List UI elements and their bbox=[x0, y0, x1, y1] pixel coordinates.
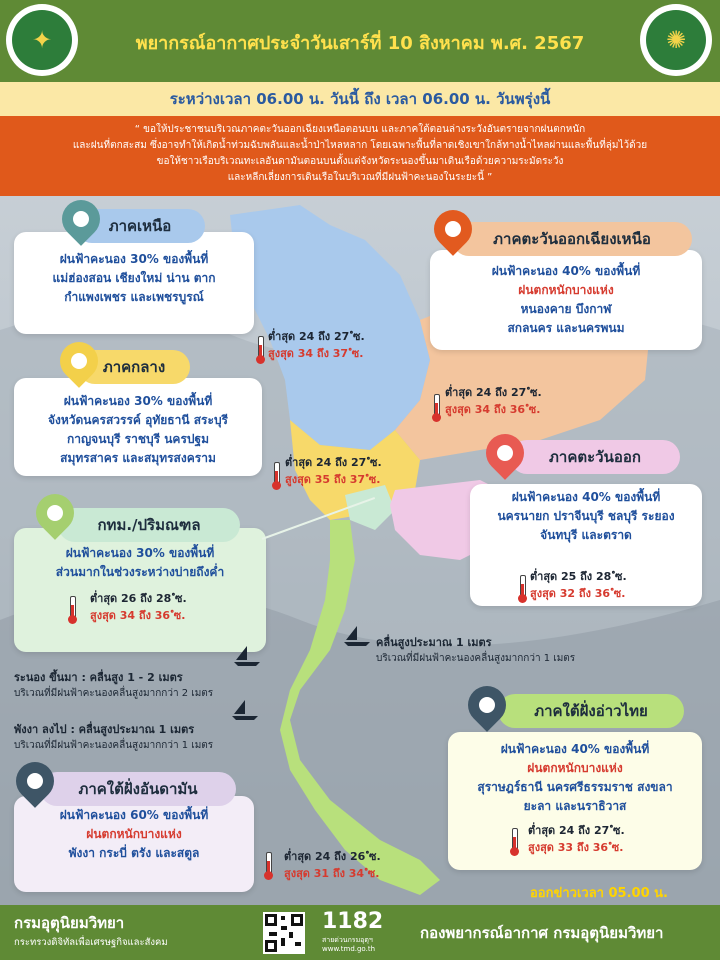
south-andaman-temps bbox=[284, 848, 381, 882]
south-gulf-area: ยะลา และนราธิวาส bbox=[523, 799, 627, 813]
east-min: ต่ำสุด 25 ถึง 28 ํซ. bbox=[530, 570, 627, 583]
northeast-heavy: ฝนตกหนักบางแห่ง bbox=[518, 283, 614, 297]
northeast-rain: ฝนฟ้าคะนอง 40% ของพื้นที่ bbox=[491, 264, 641, 278]
east-area: จันทบุรี และตราด bbox=[540, 528, 632, 542]
wave-phangnga-sub: บริเวณที่มีฝนฟ้าคะนองคลื่นสูงมากกว่า 1 เมตร bbox=[14, 740, 214, 751]
wave-ranong bbox=[14, 668, 213, 701]
deity-emblem-icon: ✺ bbox=[646, 10, 706, 70]
central-min: ต่ำสุด 24 ถึง 27 ํซ. bbox=[285, 456, 382, 469]
qr-code-icon[interactable] bbox=[263, 912, 305, 954]
warning-banner bbox=[0, 116, 720, 196]
wave-phangnga-head: พังงา ลงไป : คลื่นสูงประมาณ 1 เมตร bbox=[14, 723, 195, 736]
south-andaman-min: ต่ำสุด 24 ถึง 26 ํซ. bbox=[284, 850, 381, 863]
east-rain: ฝนฟ้าคะนอง 40% ของพื้นที่ bbox=[511, 490, 661, 504]
wave-ranong-sub: บริเวณที่มีฝนฟ้าคะนองคลื่นสูงมากกว่า 2 เมตร bbox=[14, 688, 214, 699]
thermometer-icon bbox=[256, 336, 264, 364]
emblem-icon: ✦ bbox=[12, 10, 72, 70]
northeast-card bbox=[430, 250, 702, 350]
sailboat-icon bbox=[230, 700, 260, 722]
bangkok-title: กทม./ปริมณฑล bbox=[58, 508, 240, 542]
warning-line: “ ขอให้ประชาชนบริเวณภาคตะวันออกเฉียงเหนือตอนบน และภาคใต้ตอนล่างระวังอันตรายจากฝนตกหนัก bbox=[134, 124, 586, 135]
wave-gulf bbox=[376, 633, 575, 666]
south-andaman-title: ภาคใต้ฝั่งอันดามัน bbox=[40, 772, 236, 806]
north-title: ภาคเหนือ bbox=[75, 209, 205, 243]
south-andaman-rain: ฝนฟ้าคะนอง 60% ของพื้นที่ bbox=[59, 808, 209, 822]
east-area: นครนายก ปราจีนบุรี ชลบุรี ระยอง bbox=[497, 509, 675, 523]
south-gulf-max: สูงสุด 33 ถึง 36 ํซ. bbox=[528, 841, 624, 854]
thermometer-icon bbox=[432, 394, 440, 422]
north-min: ต่ำสุด 24 ถึง 27 ํซ. bbox=[268, 330, 365, 343]
warning-line: และหลีกเลี่ยงการเดินเรือในบริเวณที่มีฝนฟ้าคะนองในระยะนี้ ” bbox=[227, 172, 493, 183]
thermometer-icon bbox=[518, 575, 526, 603]
page-title: พยากรณ์อากาศประจำวันเสาร์ที่ 10 สิงหาคม พ.ศ. 2567 bbox=[135, 33, 585, 54]
ministry-logo bbox=[6, 4, 78, 76]
south-gulf-min: ต่ำสุด 24 ถึง 27 ํซ. bbox=[528, 824, 625, 837]
footer-division: กองพยากรณ์อากาศ กรมอุตุนิยมวิทยา bbox=[420, 924, 664, 942]
header-bar bbox=[0, 0, 720, 82]
bangkok-rain: ฝนฟ้าคะนอง 30% ของพื้นที่ bbox=[65, 546, 215, 560]
thermometer-icon bbox=[272, 462, 280, 490]
footer-ministry: กระทรวงดิจิทัลเพื่อเศรษฐกิจและสังคม bbox=[14, 937, 168, 948]
south-andaman-card bbox=[14, 796, 254, 892]
northeast-area: หนองคาย บึงกาฬ bbox=[520, 302, 612, 316]
north-rain: ฝนฟ้าคะนอง 30% ของพื้นที่ bbox=[59, 252, 209, 266]
footer-bar bbox=[0, 905, 720, 960]
south-gulf-heavy: ฝนตกหนักบางแห่ง bbox=[527, 761, 623, 775]
south-andaman-heavy: ฝนตกหนักบางแห่ง bbox=[86, 827, 182, 841]
central-temps bbox=[285, 454, 382, 488]
south-gulf-area: สุราษฎร์ธานี นครศรีธรรมราช สงขลา bbox=[477, 780, 673, 794]
thermometer-icon bbox=[264, 852, 272, 880]
south-gulf-title: ภาคใต้ฝั่งอ่าวไทย bbox=[498, 694, 684, 728]
north-card bbox=[14, 232, 254, 334]
central-rain: ฝนฟ้าคะนอง 30% ของพื้นที่ bbox=[63, 394, 213, 408]
forecast-period: ระหว่างเวลา 06.00 น. วันนี้ ถึง เวลา 06.00 น. วันพรุ่งนี้ bbox=[0, 82, 720, 116]
northeast-area: สกลนคร และนครพนม bbox=[507, 321, 625, 335]
bangkok-area: ส่วนมากในช่วงระหว่างบ่ายถึงค่ำ bbox=[55, 565, 225, 579]
east-temps bbox=[530, 568, 627, 602]
north-area: กำแพงเพชร และเพชรบูรณ์ bbox=[64, 290, 204, 304]
wave-ranong-head: ระนอง ขึ้นมา : คลื่นสูง 1 - 2 เมตร bbox=[14, 671, 183, 684]
footer-dept: กรมอุตุนิยมวิทยา bbox=[14, 914, 125, 932]
sailboat-icon bbox=[342, 626, 372, 648]
central-title: ภาคกลาง bbox=[78, 350, 190, 384]
central-max: สูงสุด 35 ถึง 37 ํซ. bbox=[285, 473, 381, 486]
south-andaman-area: พังงา กระบี่ ตรัง และสตูล bbox=[68, 846, 200, 860]
northeast-max: สูงสุด 34 ถึง 36 ํซ. bbox=[445, 403, 541, 416]
north-max: สูงสุด 34 ถึง 37 ํซ. bbox=[268, 347, 364, 360]
issue-time: ออกข่าวเวลา 05.00 น. bbox=[530, 886, 668, 901]
thermometer-icon bbox=[68, 596, 76, 624]
warning-line: และฝนที่ตกสะสม ซึ่งอาจทำให้เกิดน้ำท่วมฉับพลันและน้ำป่าไหลหลาก โดยเฉพาะพื้นที่ลาดเชิงเขาใกล้ทางน้ำไหลผ่านและพื้นที่ลุ่มไว้ด้วย bbox=[72, 140, 648, 151]
central-area: จังหวัดนครสวรรค์ อุทัยธานี สระบุรี bbox=[47, 413, 229, 427]
tmd-logo bbox=[640, 4, 712, 76]
footer-website[interactable]: www.tmd.go.th bbox=[322, 945, 375, 953]
wave-gulf-sub: บริเวณที่มีฝนฟ้าคะนองคลื่นสูงมากกว่า 1 เมตร bbox=[376, 653, 576, 664]
warning-line: ขอให้ชาวเรือบริเวณทะเลอันดามันตอนบนตั้งแต่จังหวัดระนองขึ้นมาเดินเรือด้วยความระมัดระวัง bbox=[156, 156, 564, 167]
south-andaman-max: สูงสุด 31 ถึง 34 ํซ. bbox=[284, 867, 380, 880]
northeast-title: ภาคตะวันออกเฉียงเหนือ bbox=[452, 222, 692, 256]
south-gulf-rain: ฝนฟ้าคะนอง 40% ของพื้นที่ bbox=[500, 742, 650, 756]
bangkok-max: สูงสุด 34 ถึง 36 ํซ. bbox=[90, 609, 186, 622]
bangkok-temps bbox=[90, 590, 187, 624]
wave-phangnga bbox=[14, 720, 213, 753]
central-card bbox=[14, 378, 262, 476]
north-area: แม่ฮ่องสอน เชียงใหม่ น่าน ตาก bbox=[52, 271, 216, 285]
wave-gulf-head: คลื่นสูงประมาณ 1 เมตร bbox=[376, 636, 492, 649]
bangkok-min: ต่ำสุด 26 ถึง 28 ํซ. bbox=[90, 592, 187, 605]
east-title: ภาคตะวันออก bbox=[510, 440, 680, 474]
central-area: สมุทรสาคร และสมุทรสงคราม bbox=[60, 451, 216, 465]
sailboat-icon bbox=[232, 646, 262, 668]
footer-hotline: 1182 bbox=[322, 909, 384, 934]
central-area: กาญจนบุรี ราชบุรี นครปฐม bbox=[66, 432, 210, 446]
south-gulf-temps bbox=[528, 822, 625, 856]
north-temps bbox=[268, 328, 365, 362]
northeast-min: ต่ำสุด 24 ถึง 27 ํซ. bbox=[445, 386, 542, 399]
footer-hotline-label: สายด่วนกรมอุตุฯ bbox=[322, 936, 373, 944]
northeast-temps bbox=[445, 384, 542, 418]
thermometer-icon bbox=[510, 828, 518, 856]
east-max: สูงสุด 32 ถึง 36 ํซ. bbox=[530, 587, 626, 600]
